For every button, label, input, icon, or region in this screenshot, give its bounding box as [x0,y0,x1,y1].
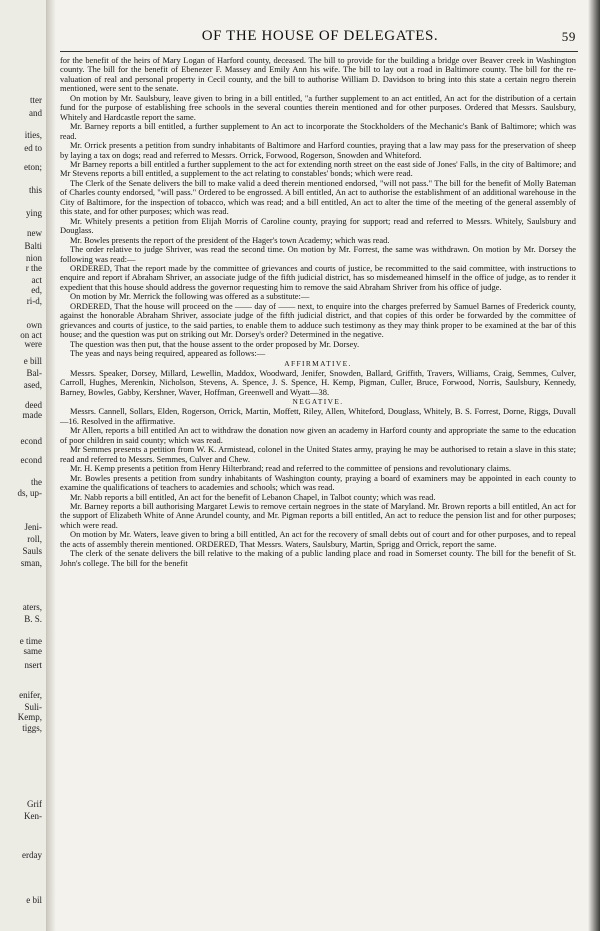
facing-page-fragment: r the [25,263,42,273]
facing-page-fragment: e bil [26,895,42,905]
paragraph: Mr. Nabb reports a bill entitled, An act for the benefit of Lebanon Chapel, in Talbot county; which was read. [70,491,436,502]
facing-page-fragment: tiggs, [22,723,42,733]
header-rule [60,51,578,52]
facing-page-fragment: sman, [20,558,42,568]
facing-page-fragment: Jeni- [24,522,42,532]
paragraph: ORDERED, That the house will proceed on the —— day of —— next, to enquire into the charges preferred by Samuel Barnes of Frederick county, against the honorable Abraham Shriver, associate judge of the fifth judicial district, and that copies of this order be forwarded by the committee of grievances and courts of justice, to the said parties, to enable them to adduce such testimony as they may think proper to be examined at the bar of this house; and the question was put on striking out Mr. Dorsey's order? Determined in the negative. [60,300,576,340]
paragraph: ORDERED, That the report made by the committee of grievances and courts of justice, be recommitted to the said committee, with instructions to enquire and report if Abraham Shriver, an associate judge of the fifth judicial district, has so misdemeaned himself in the office of judge, as to render it expedient that this house should address the governor requesting him to remove the said Abraham Shriver from his office of judge. [60,262,576,292]
paragraph: On motion by Mr. Saulsbury, leave given to bring in a bill entitled, "a further supplement to an act entitled, An act for the distribution of a certain fund for the purpose of establishing free schools in the several counties therein mentioned and for other purposes. Ordered that Messrs. Saulsbury, Whitely and Hardcastle report the same. [60,92,576,122]
facing-page-fragment: new [27,228,42,238]
affirmative-heading: AFFIRMATIVE. [284,358,352,368]
facing-page-fragment: the [31,477,42,487]
facing-page-fragment: Suli- [24,702,42,712]
paragraph: The order relative to judge Shriver, was read the second time. On motion by Mr. Forrest, the same was withdrawn. On motion by Mr. Dorsey the following was read:— [60,244,576,264]
paragraph: Mr. Whitely presents a petition from Elijah Morris of Caroline county, praying for support; read and referred to Messrs. Whitely, Saulsbury and Douglass. [60,215,576,236]
gutter-shadow [46,0,56,931]
facing-page-fragment: econd [20,455,42,465]
page-number: 59 [561,29,576,44]
facing-page-fragment: deed [25,400,42,410]
paragraph: Mr. Bowles presents a petition from sundry inhabitants of Washington county, praying a board of examiners may be appointed in each county to examine the qualifications of teachers to academies and schools; which was read. [60,472,576,493]
page-right-edge-shadow [588,0,600,931]
page-header [58,28,582,50]
facing-page-fragment: e time [19,636,42,646]
facing-page-fragment: ities, [24,130,42,140]
paragraph: The clerk of the senate delivers the bill relative to the making of a public landing place and road in Somerset county. The bill for the benefit of St. John's college. The bill for the benefit [60,548,576,568]
facing-page-fragment: made [22,410,42,420]
paragraph: Mr Barney reports a bill entitled a further supplement to the act for extending north street on the east side of Jones' Falls, in the city of Baltimore; and Mr Stevens reports a bill entitled, a supplement to the act relating to constables' bonds; which were read. [60,158,576,179]
facing-page-fragment: ri-d, [26,296,42,306]
facing-page-fragment: e bill [23,356,42,366]
page-title: OF THE HOUSE OF DELEGATES. [201,28,439,44]
facing-page-fragment: ds, up- [17,488,42,498]
paragraph: Mr. Bowles presents the report of the president of the Hager's town Academy; which was read. [70,234,390,245]
facing-page-fragment: Sauls [22,546,42,556]
paragraph: Mr. Barney reports a bill authorising Margaret Lewis to remove certain negroes in the state of Maryland. Mr. Brown reports a bill entitled, An act for the support of Elizabeth White of Anne Arundel county, and Mr. Pigman reports a bill entitled, An act to reduce the pension list and for other purposes; which were read. [60,500,576,530]
facing-page-fragment: own [26,320,42,330]
facing-page-fragment: B. S. [24,614,42,624]
paragraph: The Clerk of the Senate delivers the bill to make valid a deed therein mentioned endorsed, "will not pass." The bill for the benefit of Molly Bateman of Charles county endorsed, "will pass." Ordered to be engrossed. A bill entitled, An act to authorise the establishment of an additional warehouse in the City of Baltimore, for the inspection of tobacco, which was read; and a bill entitled, An act to alter the time of the meeting of the general assembly of this state, and for other purposes; which was read. [60,177,576,217]
facing-page-fragment: same [23,646,42,656]
facing-page-fragment: ed, [31,285,42,295]
paragraph: Mr Allen, reports a bill entitled An act to withdraw the donation now given an academy in Harford county and appropriate the same to the education of poor children in said county; which was read. [60,425,576,445]
facing-page-fragment: aters, [22,602,42,612]
facing-page-fragment: on act [20,330,42,340]
facing-page-fragment: Balti [24,241,42,251]
facing-page-fragment: erday [22,850,42,860]
facing-page-fragment: enifer, [19,690,42,700]
paragraph: Mr. H. Kemp presents a petition from Henry Hilterbrand; read and referred to the committee of pensions and revolutionary claims. [70,463,511,474]
paragraph: The yeas and nays being required, appeared as follows:— [70,348,266,359]
facing-page-fragment: ed to [24,143,42,153]
facing-page-fragment: nion [25,253,42,263]
facing-page-fragment: eton; [24,162,42,172]
facing-page-fragment: Kemp, [17,712,42,722]
paragraph: On motion by Mr. Merrick the following was offered as a substitute:— [70,291,310,302]
facing-page-fragment: and [29,108,42,118]
facing-page-fragment: Grif [27,799,42,809]
affirmative-vote-list: Messrs. Speaker, Dorsey, Millard, Lewellin, Maddox, Woodward, Jenifer, Snowden, Ballard, Griffith, Travers, Williams, Craig, Semmes, Culver, Carroll, Hughes, Merenkin, Nicholson, Stevens, A. Spence, J. S. Spence, H. Kemp, Pigman, Culler, Bruce, Forwood, Norris, Saulsbury, Kennedy, Barney, Bowles, Gabby, Kershner, Waver, Hoffman, Greenwell and Wyatt—38. [60,367,576,397]
facing-page-fragment: tter [30,95,42,105]
facing-page-fragment: were [24,339,42,349]
facing-page-fragment: roll, [27,534,42,544]
paragraph: for the benefit of the heirs of Mary Logan of Harford county, deceased. The bill to provide for the building a bridge over Beaver creek in Washington county. The bill for the benefit of Ebenezer F. Massey and Emily Ann his wife. The bill to lay out a road in Baltimore county. The bill for the re-valuation of real and personal property in Cecil county, and the bill to authorise William D. Davidson to bring into this state a certain negro therein mentioned, were sent to the senate. [60,55,576,94]
facing-page-fragment: act [31,275,42,285]
facing-page-edge [0,0,47,931]
paragraph: Mr. Barney reports a bill entitled, a further supplement to An act to incorporate the Stockholders of the Mechanic's Bank of Baltimore; which was read. [60,121,576,141]
paragraph: The question was then put, that the house assent to the order proposed by Mr. Dorsey. [70,338,360,349]
paragraph: Mr. Orrick presents a petition from sundry inhabitants of Baltimore and Harford counties, praying that a law may pass for the preservation of sheep by laying a tax on dogs; read and referred to Messrs. Orrick, Forwood, Rogerson, Snowden and Whiteford. [60,140,576,160]
paragraph: On motion by Mr. Waters, leave given to bring a bill entitled, An act for the recovery of small debts out of court and for other purposes, and to repeal the acts of assembly therein mentioned. ORDERED, That Messrs. Waters, Saulsbury, Martin, Sprigg and Orrick, report the same. [60,529,576,549]
facing-page-fragment: nsert [24,660,42,670]
facing-page-fragment: econd [20,436,42,446]
paragraph: Mr Semmes presents a petition from W. K. Armistead, colonel in the United States army, praying he may be authorised to retain a slave in this state; read and referred to Messrs. Semmes, Culver and Chew. [60,444,576,464]
negative-heading: NEGATIVE. [292,397,344,407]
facing-page-fragment: Bal- [26,368,42,378]
page-body [60,56,576,925]
facing-page-fragment: ying [25,208,42,218]
negative-vote-list: Messrs. Cannell, Sollars, Elden, Rogerson, Orrick, Martin, Moffett, Riley, Allen, Whiteford, Douglass, Whitely, B. S. Forrest, Dorne, Riggs, Duvall—16. Resolved in the affirmative. [60,406,576,426]
facing-page-fragment: ased, [23,380,42,390]
facing-page-fragment: Ken- [24,811,42,821]
facing-page-fragment: this [28,185,42,195]
